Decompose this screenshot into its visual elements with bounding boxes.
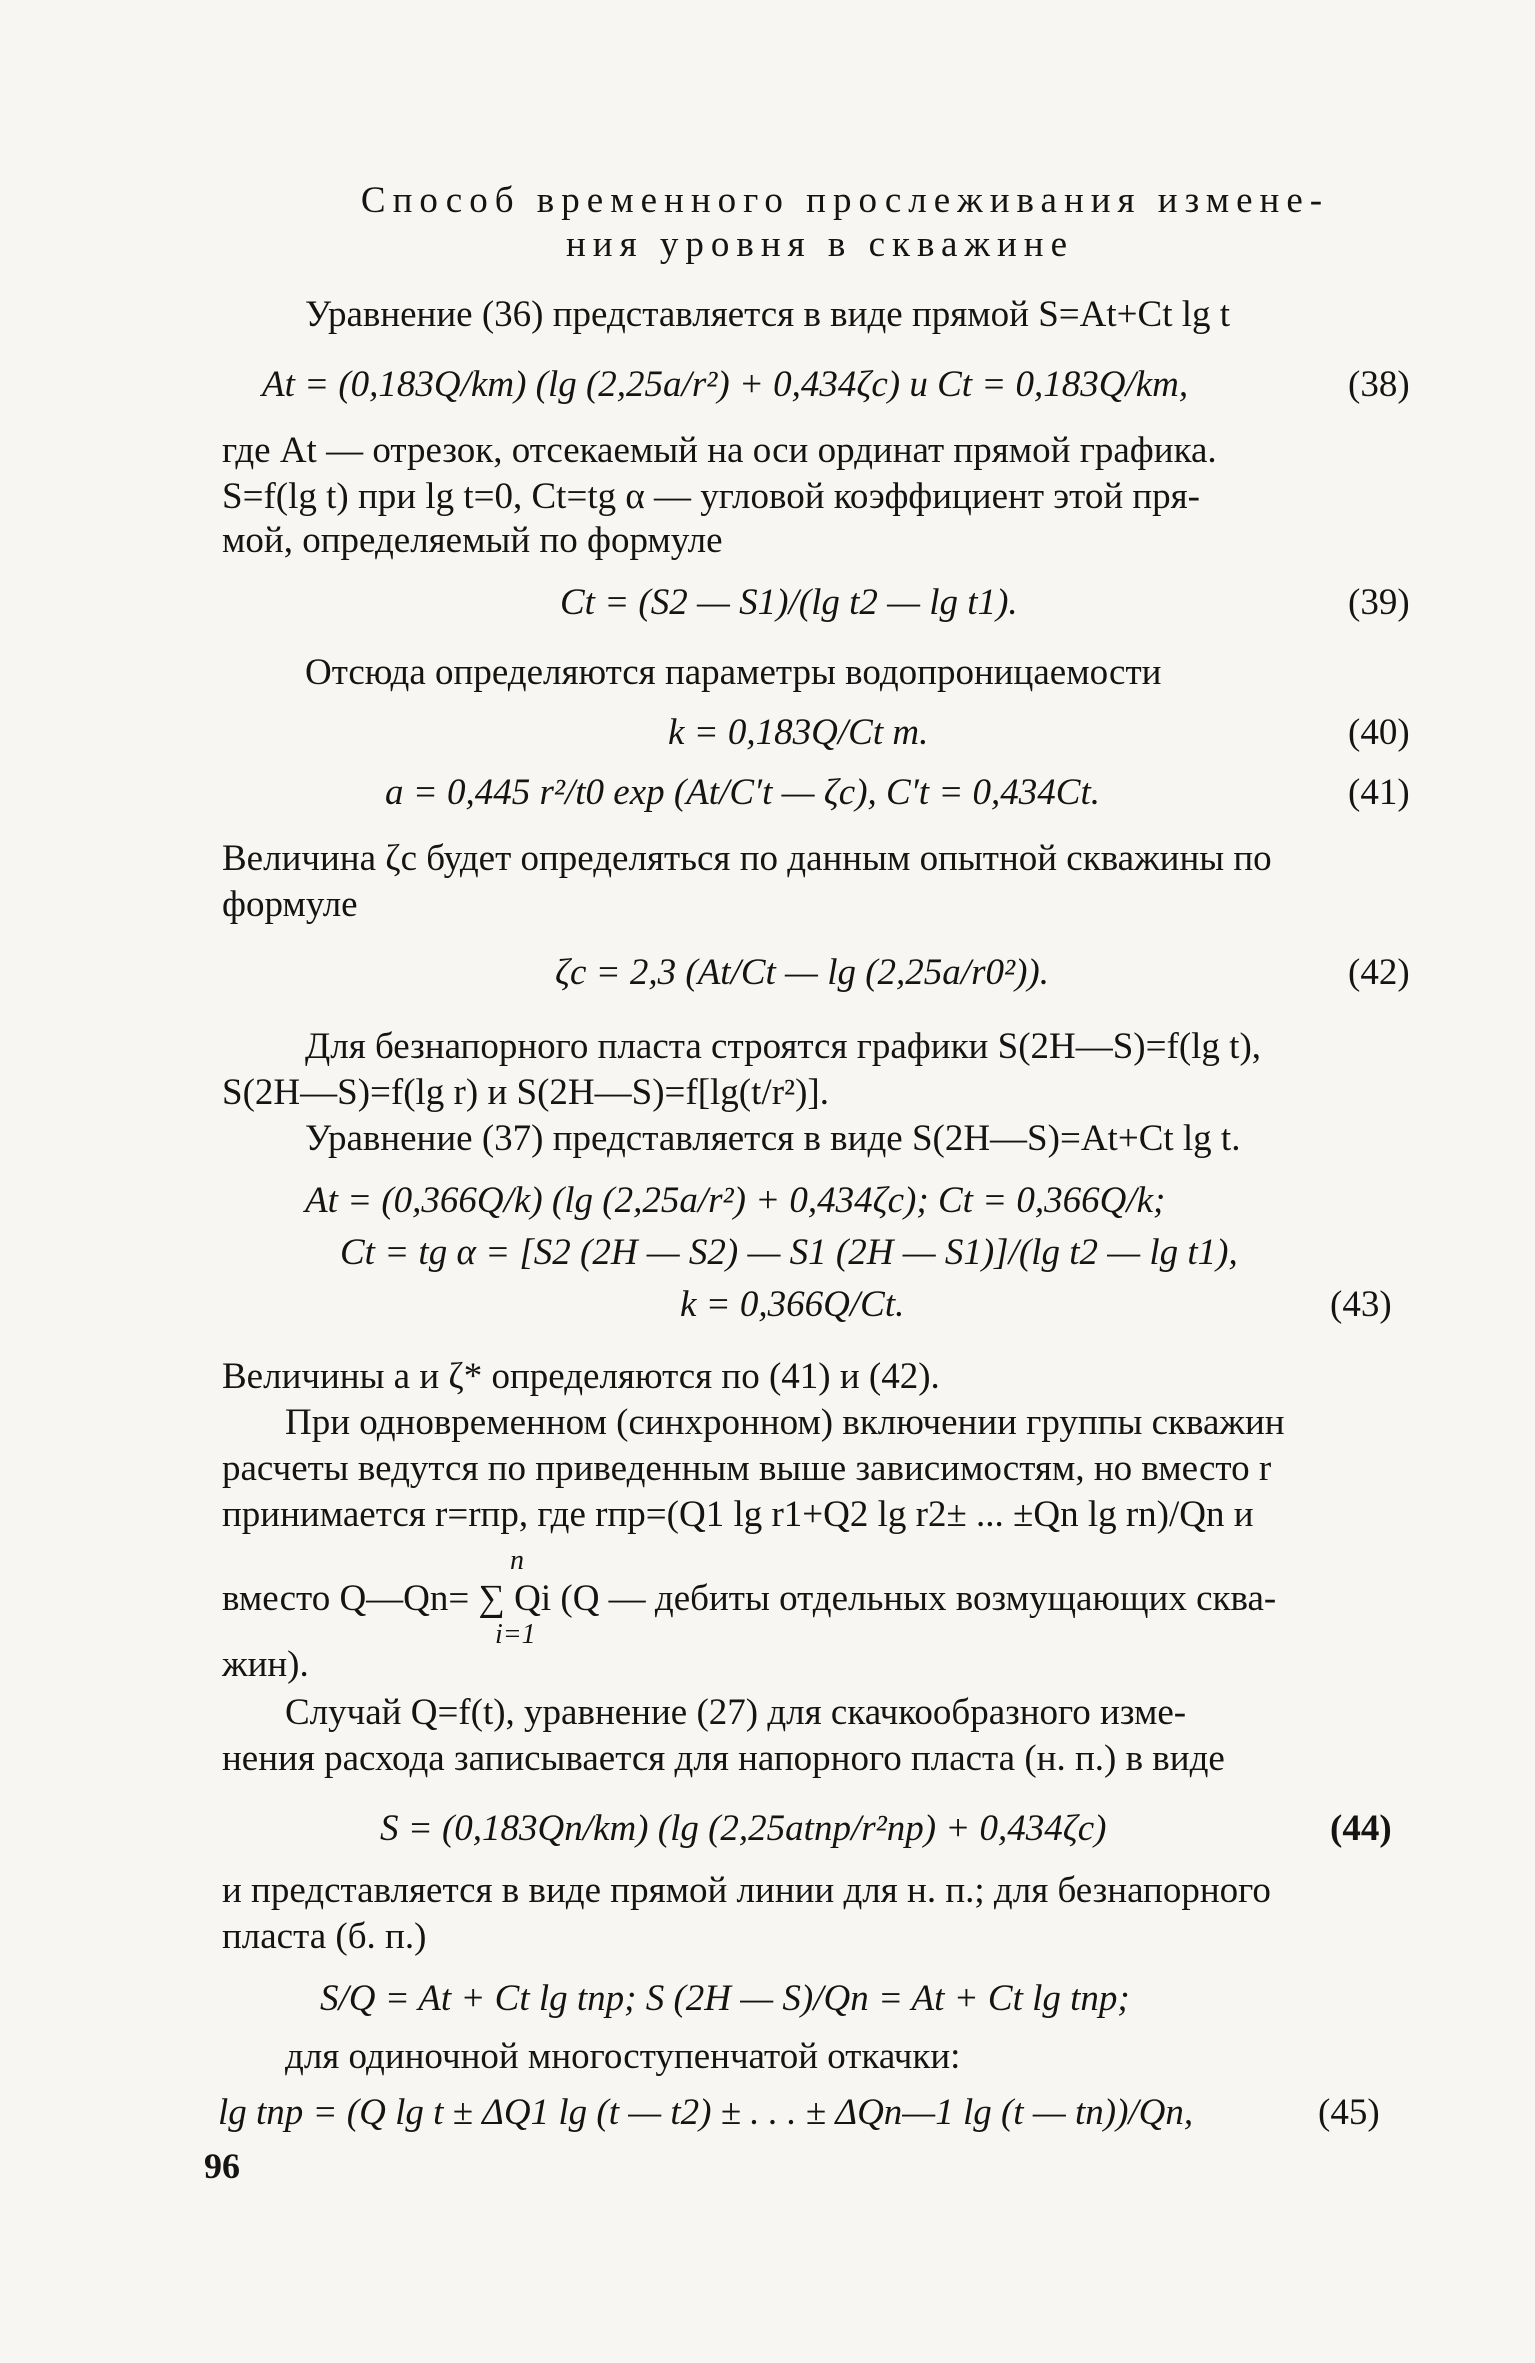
equation-number: (38): [1348, 364, 1410, 405]
equation-number: (42): [1348, 952, 1410, 993]
page-number: 96: [204, 2146, 240, 2186]
equation-number: (44): [1330, 1808, 1392, 1849]
text-line: S=f(lg t) при lg t=0, Ct=tg α — угловой коэффициент этой пря-: [222, 476, 1201, 517]
equation-38: At = (0,183Q/km) (lg (2,25a/r²) + 0,434ζc) и Ct = 0,183Q/km,: [262, 364, 1189, 405]
sum-upper-limit: n: [510, 1545, 524, 1576]
section-heading-line-1: Способ временного прослеживания измене-: [360, 180, 1330, 221]
text-line: Отсюда определяются параметры водопроницаемости: [305, 652, 1162, 693]
equation-43a: At = (0,366Q/k) (lg (2,25a/r²) + 0,434ζc); Ct = 0,366Q/k;: [305, 1180, 1166, 1221]
text-line: жин).: [222, 1644, 309, 1685]
text-line: и представляется в виде прямой линии для н. п.; для безнапорного: [222, 1870, 1271, 1911]
sum-lower-limit: i=1: [495, 1619, 536, 1650]
text-line: S(2H—S)=f(lg r) и S(2H—S)=f[lg(t/r²)].: [222, 1072, 829, 1113]
equation-number: (39): [1348, 582, 1410, 623]
text-line: Величина ζc будет определяться по данным опытной скважины по: [222, 838, 1272, 879]
equation-number: (43): [1330, 1284, 1392, 1325]
section-heading-line-2: ния уровня в скважине: [565, 224, 1075, 265]
equation-sq: S/Q = At + Ct lg tпр; S (2H — S)/Qn = At + Ct lg tпр;: [320, 1978, 1130, 2019]
equation-41: a = 0,445 r²/t0 exp (At/C′t — ζc), C′t = 0,434Ct.: [385, 772, 1100, 813]
equation-number: (40): [1348, 712, 1410, 753]
equation-42: ζc = 2,3 (At/Ct — lg (2,25a/r0²)).: [555, 952, 1049, 993]
text-line: где At — отрезок, отсекаемый на оси ординат прямой графика.: [222, 430, 1217, 471]
text-line: При одновременном (синхронном) включении группы скважин: [285, 1402, 1285, 1443]
text-line: Случай Q=f(t), уравнение (27) для скачкообразного изме-: [285, 1692, 1187, 1733]
text-line: вместо Q—Qn= ∑ Qi (Q — дебиты отдельных возмущающих сква-: [222, 1578, 1277, 1619]
text-line: принимается r=rпр, где rпр=(Q1 lg r1+Q2 lg r2± ... ±Qn lg rn)/Qn и: [222, 1494, 1254, 1535]
text-line: Уравнение (37) представляется в виде S(2H—S)=At+Ct lg t.: [305, 1118, 1241, 1159]
equation-39: Ct = (S2 — S1)/(lg t2 — lg t1).: [560, 582, 1018, 623]
equation-43b: Ct = tg α = [S2 (2H — S2) — S1 (2H — S1)]/(lg t2 — lg t1),: [340, 1232, 1238, 1273]
equation-44: S = (0,183Qn/km) (lg (2,25atпр/r²пр) + 0,434ζc): [380, 1808, 1107, 1849]
text-line: Уравнение (36) представляется в виде прямой S=At+Ct lg t: [305, 294, 1231, 335]
text-line: нения расхода записывается для напорного пласта (н. п.) в виде: [222, 1738, 1225, 1779]
equation-number: (45): [1318, 2092, 1380, 2133]
equation-43c: k = 0,366Q/Ct.: [680, 1284, 905, 1325]
text-line: формуле: [222, 884, 358, 925]
text-line: пласта (б. п.): [222, 1916, 427, 1957]
text-line: Для безнапорного пласта строятся графики S(2H—S)=f(lg t),: [305, 1026, 1262, 1067]
equation-45: lg tпр = (Q lg t ± ΔQ1 lg (t — t2) ± . . . ± ΔQn—1 lg (t — tn))/Qn,: [218, 2092, 1194, 2133]
text-line: для одиночной многоступенчатой откачки:: [285, 2036, 961, 2077]
text-line: мой, определяемый по формуле: [222, 520, 723, 561]
text-line: расчеты ведутся по приведенным выше зависимостям, но вместо r: [222, 1448, 1272, 1489]
text-line: Величины a и ζ* определяются по (41) и (42).: [222, 1356, 940, 1397]
equation-number: (41): [1348, 772, 1410, 813]
equation-40: k = 0,183Q/Ct m.: [668, 712, 929, 753]
